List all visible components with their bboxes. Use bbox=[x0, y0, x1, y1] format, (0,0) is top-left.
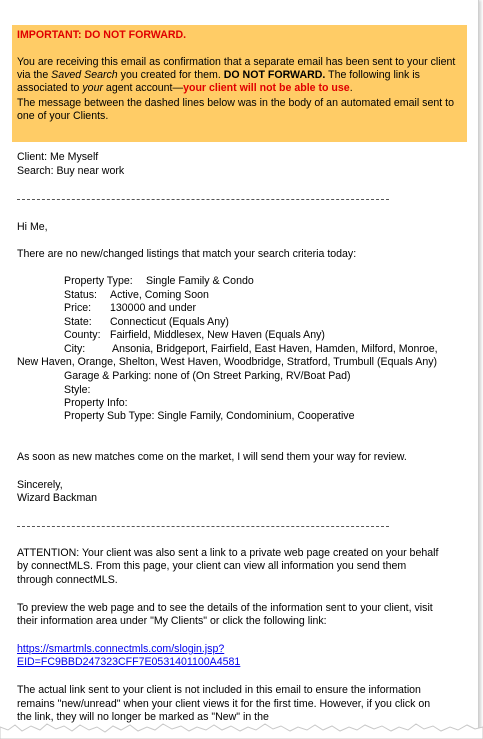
client-warning-text: your client will not be able to use bbox=[183, 82, 350, 94]
search-line: Search: Buy near work bbox=[17, 165, 125, 177]
banner-title: IMPORTANT: DO NOT FORWARD. bbox=[17, 29, 187, 41]
criteria-status bbox=[64, 289, 209, 302]
actual-link-line-2: remains "new/unread" when your client views it for the first time. However, if you click on bbox=[17, 698, 431, 710]
banner-paragraph-1 bbox=[17, 56, 462, 95]
banner-text: you created for them. bbox=[117, 69, 224, 81]
no-listings-text: There are no new/changed listings that match your search criteria today: bbox=[17, 248, 357, 260]
preview-line-2: their information area under "My Clients" or click the following link: bbox=[17, 615, 327, 627]
banner-paragraph-2: The message between the dashed lines below was in the body of an automated email sent to one of your Clients. bbox=[17, 97, 454, 122]
link-text-line-1[interactable]: https://smartmls.connectmls.com/slogin.jsp? bbox=[17, 643, 225, 655]
attention-line-2: by connectMLS. From this page, your client can view all information you send them bbox=[17, 560, 407, 572]
criteria-value: Fairfield, Middlesex, New Haven (Equals Any) bbox=[110, 329, 325, 341]
actual-link-line-3: the link, they will no longer be marked as "New" in the bbox=[17, 711, 269, 723]
actual-link-line-1: The actual link sent to your client is not included in this email to ensure the information bbox=[17, 684, 421, 696]
banner-text: . bbox=[349, 82, 353, 94]
dashed-divider bbox=[17, 526, 389, 527]
sincerely-text: Sincerely, bbox=[17, 479, 63, 491]
criteria-label: Price: bbox=[64, 302, 92, 314]
attention-line-1: ATTENTION: Your client was also sent a link to a private web page created on your behalf bbox=[17, 547, 439, 559]
criteria-property-type bbox=[64, 275, 254, 288]
client-page-link[interactable] bbox=[17, 656, 240, 669]
criteria-value: Connecticut (Equals Any) bbox=[110, 316, 229, 328]
criteria-value: Single Family & Condo bbox=[146, 275, 254, 287]
greeting: Hi Me, bbox=[17, 221, 48, 233]
criteria-label: County: bbox=[64, 329, 101, 341]
criteria-state bbox=[64, 316, 229, 329]
signature: Wizard Backman bbox=[17, 492, 98, 504]
your-text: your bbox=[82, 82, 103, 94]
criteria-property-info: Property Info: bbox=[64, 397, 128, 409]
do-not-forward-text: DO NOT FORWARD. bbox=[223, 69, 326, 81]
criteria-price bbox=[64, 302, 196, 315]
preview-line-1: To preview the web page and to see the details of the information sent to your client, visit bbox=[17, 602, 433, 614]
criteria-label: State: bbox=[64, 316, 92, 328]
criteria-garage: Garage & Parking: none of (On Street Parking, RV/Boat Pad) bbox=[64, 370, 351, 382]
client-page-link[interactable] bbox=[17, 643, 224, 656]
criteria-county bbox=[64, 329, 325, 342]
banner-text: You are receiving this email as confirmation that a separate email has been sent to your client via the bbox=[17, 56, 456, 81]
new-matches-text: As soon as new matches come on the market, I will send them your way for review. bbox=[17, 451, 407, 463]
criteria-label: Status: bbox=[64, 289, 97, 301]
banner-text: agent account— bbox=[102, 82, 184, 94]
criteria-value: Active, Coming Soon bbox=[110, 289, 209, 301]
saved-search-text: Saved Search bbox=[51, 69, 118, 81]
criteria-label: Property Type: bbox=[64, 275, 133, 287]
criteria-value: 130000 and under bbox=[110, 302, 197, 314]
criteria-style: Style: bbox=[64, 384, 91, 396]
criteria-value: Ansonia, Bridgeport, Fairfield, East Haven, Hamden, Milford, Monroe, bbox=[112, 343, 438, 355]
criteria-label: City: bbox=[64, 343, 86, 355]
criteria-sub-type: Property Sub Type: Single Family, Condominium, Cooperative bbox=[64, 410, 355, 422]
attention-line-3: through connectMLS. bbox=[17, 574, 118, 586]
criteria-city-continued: New Haven, Orange, Shelton, West Haven, Woodbridge, Stratford, Trumbull (Equals Any) bbox=[17, 356, 438, 368]
banner-text: The following link is associated to bbox=[17, 69, 420, 94]
warning-banner bbox=[12, 25, 467, 142]
criteria-city bbox=[64, 343, 438, 356]
torn-edge bbox=[0, 718, 483, 739]
link-text-line-2[interactable]: EID=FC9BBD247323CFF7E0531401100A4581 bbox=[17, 656, 241, 668]
dashed-divider bbox=[17, 199, 389, 200]
client-line: Client: Me Myself bbox=[17, 151, 99, 163]
